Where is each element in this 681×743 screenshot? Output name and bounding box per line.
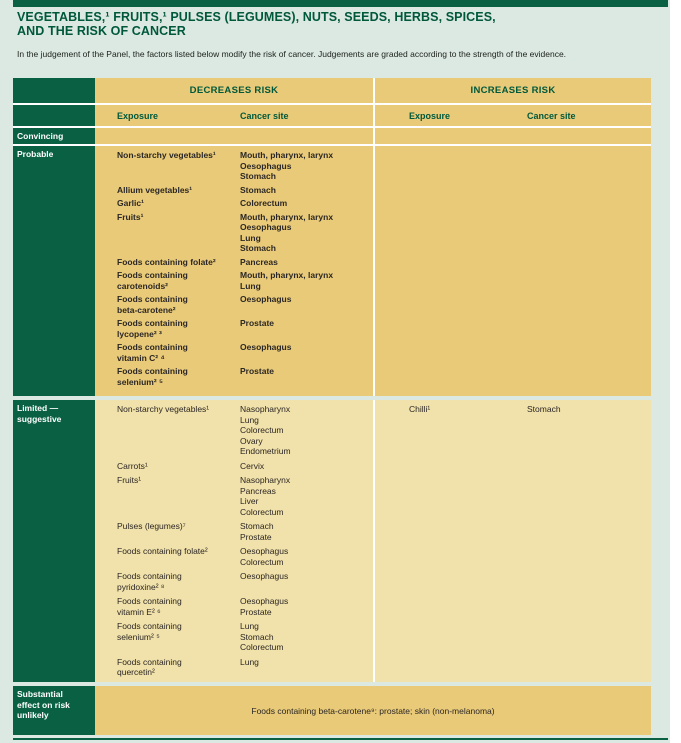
cancer-site-text: Ovary [240, 435, 263, 446]
cancer-site-text: Colorectum [240, 198, 288, 208]
cancer-site-cell [240, 318, 373, 339]
cancer-site-cell [240, 571, 373, 592]
table-row [117, 198, 373, 209]
cancer-site-text: Oesophagus [240, 294, 292, 304]
cancer-site-text: Endometrium [240, 446, 291, 456]
cancer-site-text: Oesophagus [240, 222, 292, 232]
cancer-site-cell [240, 270, 373, 291]
increases-cancer-site-header: Cancer site [527, 110, 576, 121]
cancer-site-cell [240, 150, 373, 182]
entries [409, 400, 651, 415]
exposure-text: Foods containing [117, 366, 188, 376]
section-convincing [13, 128, 651, 144]
section-label [13, 128, 95, 144]
table-row [117, 150, 373, 182]
table-row [117, 461, 373, 472]
page-title [17, 10, 496, 38]
decreases-cell [95, 146, 373, 396]
exposure-text: selenium² ⁵ [117, 631, 160, 642]
table-row [117, 521, 373, 542]
cancer-site-text: Colorectum [240, 642, 284, 652]
cancer-site-text: Mouth, pharynx, larynx [240, 270, 334, 280]
page-title-line1: VEGETABLES,¹ FRUITS,¹ PULSES (LEGUMES), NUTS, SEEDS, HERBS, SPICES, [17, 10, 496, 24]
cancer-site-text: Prostate [240, 318, 275, 328]
entries [117, 128, 373, 132]
exposure-text: Fruits¹ [117, 211, 144, 222]
decreases-exposure-header: Exposure [117, 110, 159, 121]
exposure-cell [117, 461, 240, 472]
section-limited-suggestive [13, 400, 651, 682]
decreases-cell [95, 128, 373, 144]
sub-header-row [13, 105, 651, 126]
cancer-site-cell [240, 475, 373, 517]
cancer-site-text: Stomach [240, 631, 274, 642]
section-label-line: Limited — [17, 403, 59, 413]
section-substantial-effect-unlikely [13, 686, 651, 735]
cancer-site-cell [240, 657, 373, 678]
bottom-rule [13, 738, 668, 740]
cancer-site-text: Lung [240, 232, 261, 243]
cancer-site-cell [240, 257, 373, 268]
cancer-site-cell [240, 404, 373, 457]
exposure-text: Foods containing [117, 621, 182, 631]
cancer-site-cell [240, 521, 373, 542]
section-label-line: unlikely [17, 710, 49, 720]
entries [117, 146, 373, 387]
cancer-site-text: Lung [240, 414, 259, 425]
cancer-site-text: Stomach [527, 404, 561, 414]
exposure-text: Foods containing [117, 596, 182, 606]
increases-exposure-header: Exposure [409, 110, 451, 121]
exposure-cell [117, 198, 240, 209]
table-row [117, 270, 373, 291]
cancer-site-text: Prostate [240, 531, 272, 542]
cancer-site-text: Stomach [240, 184, 276, 195]
cancer-site-text: Lung [240, 621, 259, 631]
exposure-text: vitamin E² ⁶ [117, 606, 161, 617]
increases-cell [375, 128, 651, 144]
cancer-site-text: Cervix [240, 460, 265, 471]
cancer-site-text: Liver [240, 496, 259, 506]
evidence-table [13, 78, 651, 735]
table-row [117, 596, 373, 617]
exposure-text: carotenoids² [117, 280, 169, 291]
exposure-text: beta-carotene² [117, 304, 176, 315]
cancer-site-cell [527, 404, 651, 415]
section-label-line: Substantial [17, 689, 63, 699]
entries [409, 128, 651, 132]
corner-cell [13, 78, 95, 103]
section-label [13, 146, 95, 396]
cancer-site-text: Oesophagus [240, 546, 289, 556]
cancer-site-text: Prostate [240, 606, 272, 617]
intro-text: In the judgement of the Panel, the factors listed below modify the risk of cancer. Judgements are graded according to the strength of the evidence. [17, 49, 567, 59]
cancer-site-text: Lung [240, 280, 261, 291]
exposure-text: quercetin² [117, 667, 155, 677]
table-row [117, 342, 373, 363]
exposure-text: lycopene² ³ [117, 328, 162, 339]
cancer-site-cell [240, 185, 373, 196]
exposure-cell [117, 150, 240, 182]
cancer-site-text: Mouth, pharynx, larynx [240, 211, 334, 222]
cancer-site-text: Oesophagus [240, 596, 289, 606]
table-row [117, 404, 373, 457]
cancer-site-text: Oesophagus [240, 160, 292, 171]
cancer-site-cell [240, 342, 373, 363]
cancer-site-text: Stomach [240, 171, 276, 181]
table-row [117, 657, 373, 678]
exposure-text: Foods containing [117, 270, 188, 280]
exposure-cell [117, 270, 240, 291]
decreases-cancer-site-header: Cancer site [240, 110, 289, 121]
table-row [117, 571, 373, 592]
entries [117, 400, 373, 678]
section-label [13, 400, 95, 682]
section-label-line: Probable [17, 149, 54, 159]
exposure-cell [117, 546, 240, 567]
cancer-site-text: Colorectum [240, 556, 284, 567]
cancer-site-text: Colorectum [240, 425, 284, 435]
table-row [117, 621, 373, 653]
exposure-text: Non-starchy vegetables¹ [117, 404, 210, 414]
decreases-subheaders [95, 105, 373, 126]
exposure-cell [117, 342, 240, 363]
cancer-site-text: Pancreas [240, 485, 276, 496]
exposure-text: Foods containing [117, 294, 188, 304]
cancer-site-text: Lung [240, 656, 259, 667]
cancer-site-text: Mouth, pharynx, larynx [240, 150, 334, 160]
cancer-site-text: Stomach [240, 243, 276, 253]
cancer-site-text: Nasopharynx [240, 475, 291, 485]
exposure-text: Foods containing [117, 318, 188, 328]
exposure-text: Chilli¹ [409, 404, 431, 414]
exposure-cell [117, 212, 240, 254]
exposure-text: Garlic¹ [117, 198, 144, 208]
exposure-text: Foods containing folate² [117, 256, 216, 267]
entries [409, 146, 651, 150]
exposure-text: pyridoxine² ⁸ [117, 581, 165, 592]
increases-subheaders [375, 105, 651, 126]
table-row [409, 404, 651, 415]
increases-cell [375, 146, 651, 396]
increases-risk-header: INCREASES RISK [375, 78, 651, 103]
table-row [117, 294, 373, 315]
corner-cell [13, 105, 95, 126]
table-row [117, 475, 373, 517]
table-row [117, 185, 373, 196]
cancer-site-cell [240, 596, 373, 617]
cancer-site-text: Colorectum [240, 506, 284, 517]
table-row [117, 257, 373, 268]
cancer-site-text: Stomach [240, 521, 274, 531]
cancer-site-text: Oesophagus [240, 342, 292, 352]
cancer-site-cell [240, 461, 373, 472]
exposure-cell [117, 621, 240, 653]
page-title-line2: AND THE RISK OF CANCER [17, 24, 186, 38]
cancer-site-text: Pancreas [240, 256, 278, 267]
table-row [117, 366, 373, 387]
exposure-cell [117, 475, 240, 517]
exposure-text: selenium² ⁵ [117, 376, 164, 387]
exposure-text: Pulses (legumes)⁷ [117, 521, 186, 531]
exposure-text: Fruits¹ [117, 475, 142, 485]
cancer-site-cell [240, 198, 373, 209]
cancer-site-cell [240, 294, 373, 315]
cancer-site-text: Nasopharynx [240, 404, 291, 414]
section-label-line: suggestive [17, 413, 62, 424]
cancer-site-cell [240, 621, 373, 653]
exposure-cell [117, 571, 240, 592]
substantial-effect-text: Foods containing beta-carotene⁹: prostate; skin (non-melanoma) [95, 686, 651, 735]
exposure-text: vitamin C² ⁴ [117, 352, 165, 363]
exposure-cell [117, 366, 240, 387]
exposure-cell [117, 318, 240, 339]
decreases-risk-header: DECREASES RISK [95, 78, 373, 103]
section-label-line: effect on risk [17, 699, 70, 710]
exposure-cell [117, 596, 240, 617]
table-row [117, 318, 373, 339]
cancer-site-text: Oesophagus [240, 571, 289, 581]
header-bar [13, 0, 668, 7]
section-probable [13, 146, 651, 396]
section-label [13, 686, 95, 735]
exposure-text: Foods containing [117, 571, 182, 581]
exposure-cell [409, 404, 527, 415]
exposure-text: Foods containing folate² [117, 546, 208, 556]
table-row [117, 546, 373, 567]
cancer-site-cell [240, 366, 373, 387]
cancer-site-text: Prostate [240, 366, 275, 376]
section-label-line: Convincing [17, 131, 64, 141]
exposure-cell [117, 404, 240, 457]
exposure-cell [117, 185, 240, 196]
decreases-cell [95, 400, 373, 682]
exposure-cell [117, 657, 240, 678]
increases-cell [375, 400, 651, 682]
exposure-cell [117, 294, 240, 315]
cancer-site-cell [240, 546, 373, 567]
exposure-text: Foods containing [117, 656, 182, 667]
column-group-header-row [13, 78, 651, 103]
exposure-cell [117, 257, 240, 268]
table-row [117, 212, 373, 254]
exposure-text: Allium vegetables¹ [117, 184, 193, 195]
exposure-text: Foods containing [117, 342, 188, 352]
exposure-text: Non-starchy vegetables¹ [117, 150, 216, 160]
exposure-cell [117, 521, 240, 542]
cancer-site-cell [240, 212, 373, 254]
exposure-text: Carrots¹ [117, 460, 148, 471]
